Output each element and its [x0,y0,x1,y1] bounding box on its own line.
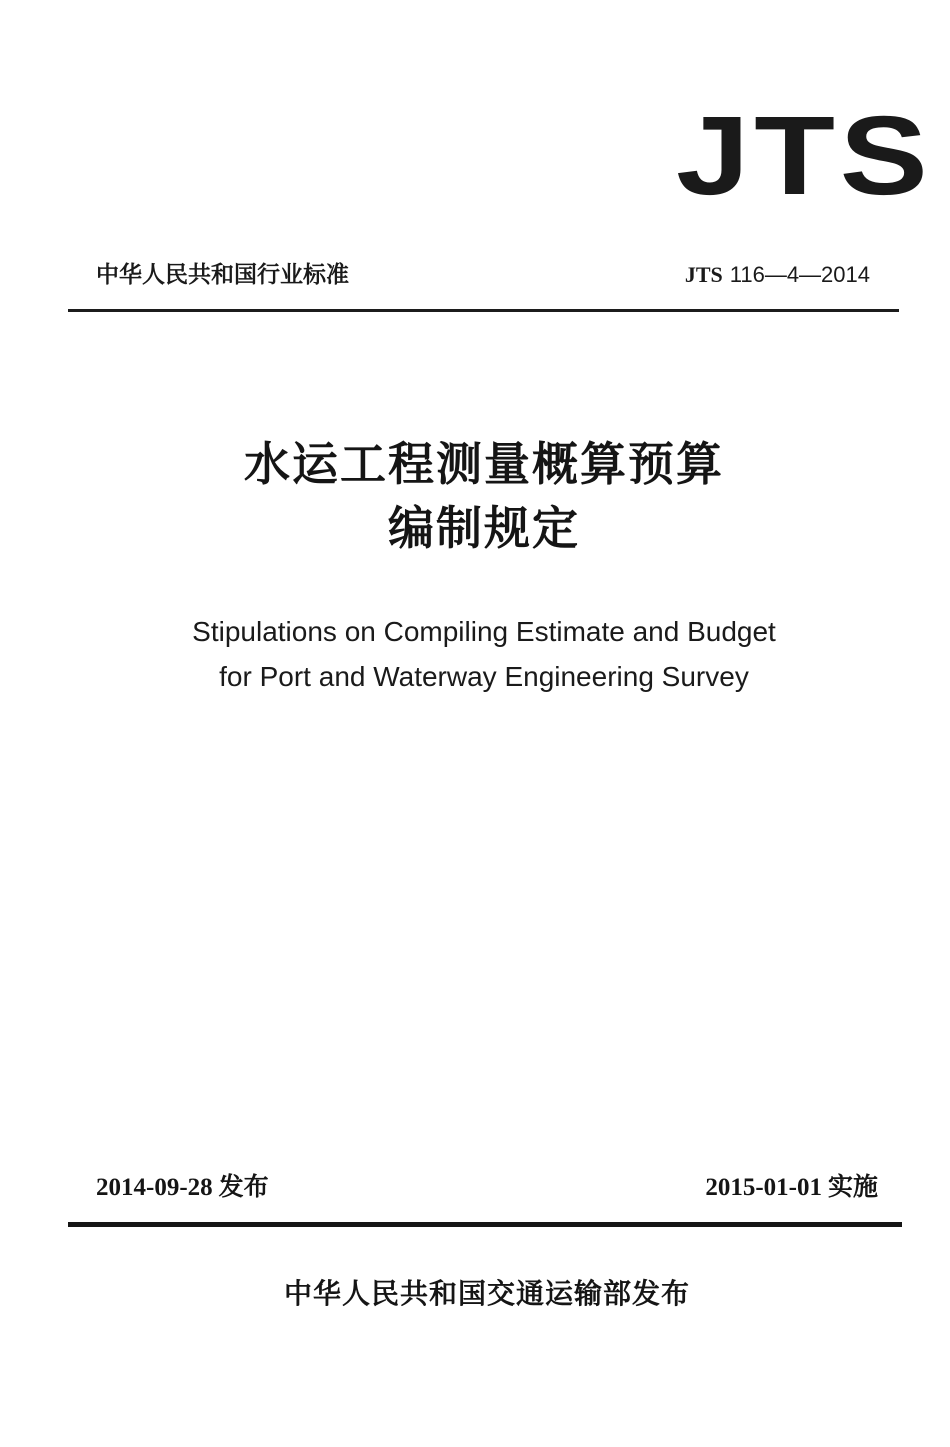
jts-logo: JTS [676,93,933,218]
issue-date-value: 2014-09-28 [96,1174,213,1201]
standard-code [685,258,870,293]
footer-divider [68,1222,902,1227]
implementation-date-label: 实施 [827,1172,878,1201]
issue-date [96,1170,269,1205]
title-zh-line-2: 编制规定 [388,501,580,555]
implementation-date [705,1170,878,1205]
issue-date-label: 发布 [218,1172,269,1201]
standard-category: 中华人民共和国行业标准 [96,262,349,288]
header-divider [68,309,899,312]
standard-code-prefix: JTS [684,262,723,287]
standard-code-number: 116—4—2014 [729,262,870,287]
publisher [0,1274,950,1314]
publisher-text: 中华人民共和国交通运输部发布 [283,1277,690,1310]
title-en-line-1: Stipulations on Compiling Estimate and Budget [192,616,776,647]
title-en-line-2: for Port and Waterway Engineering Survey [219,661,749,692]
implementation-date-value: 2015-01-01 [705,1174,822,1201]
title-zh-line-1: 水运工程测量概算预算 [244,437,724,491]
